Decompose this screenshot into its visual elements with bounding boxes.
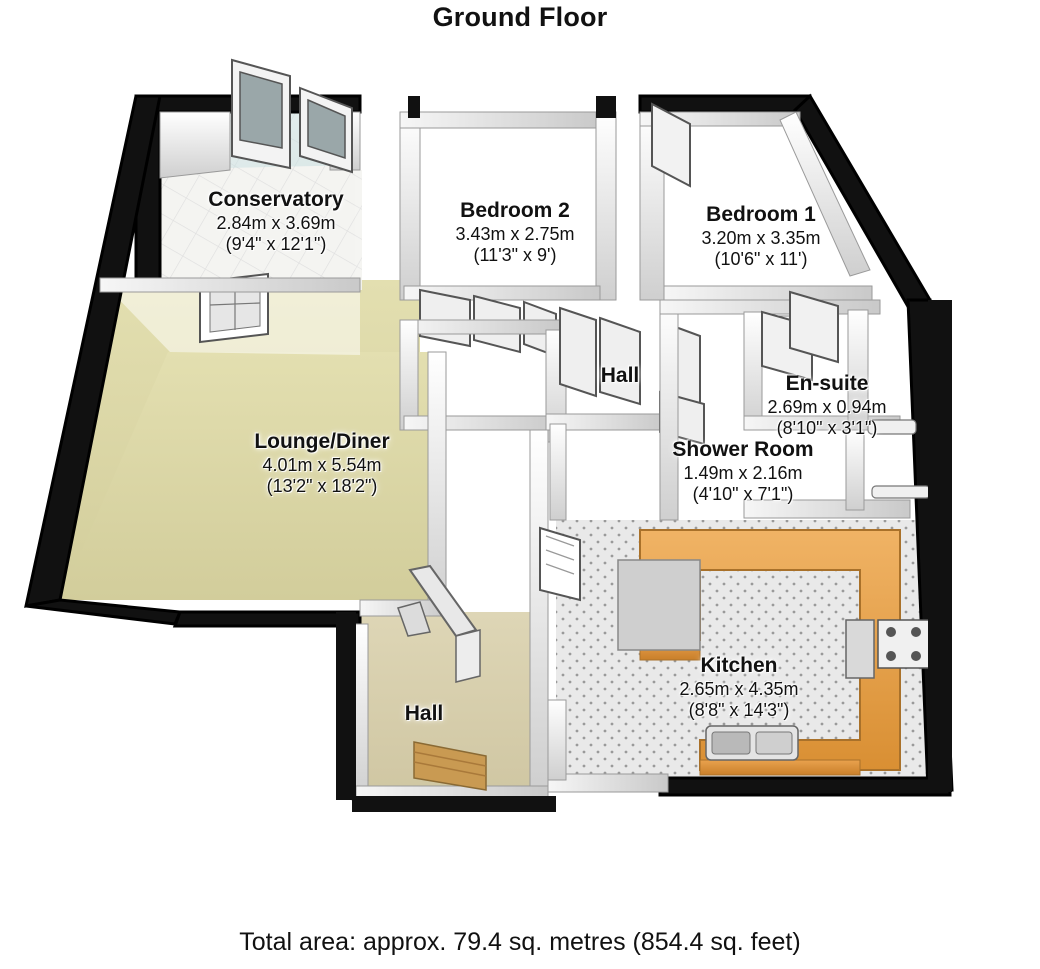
room-dim-metric: 2.69m x 0.94m (767, 396, 887, 417)
room-name: Hall (404, 702, 444, 725)
room-name: En-suite (785, 372, 869, 395)
room-dim-metric: 3.20m x 3.35m (701, 227, 821, 248)
room-dim-metric: 3.43m x 2.75m (455, 223, 575, 244)
room-dim-metric: 2.65m x 4.35m (679, 678, 799, 699)
kitchen-window (540, 528, 580, 600)
room-name: Kitchen (700, 654, 778, 677)
room-dim-imperial: (11'3" x 9') (473, 245, 557, 265)
room-dim-imperial: (8'10" x 3'1") (776, 418, 878, 438)
room-dim-metric: 1.49m x 2.16m (683, 462, 803, 483)
room-name: Lounge/Diner (254, 430, 390, 453)
room-dim-imperial: (8'8" x 14'3") (688, 700, 790, 720)
room-name: Bedroom 2 (460, 199, 570, 222)
page-title: Ground Floor (432, 2, 608, 32)
kitchen-appliance (618, 560, 700, 650)
room-name: Bedroom 1 (706, 203, 816, 226)
ensuite-basin (868, 420, 916, 434)
room-dim-metric: 4.01m x 5.54m (262, 454, 382, 475)
room-name: Hall (600, 364, 640, 387)
room-dim-imperial: (10'6" x 11') (714, 249, 808, 269)
room-dim-imperial: (9'4" x 12'1") (225, 234, 327, 254)
total-area-caption: Total area: approx. 79.4 sq. metres (854.4 sq. feet) (239, 928, 801, 956)
room-dim-metric: 2.84m x 3.69m (216, 212, 336, 233)
kitchen-oven (846, 620, 874, 678)
kitchen-sink (706, 726, 798, 760)
kitchen-hob (878, 620, 930, 668)
room-dim-imperial: (13'2" x 18'2") (266, 476, 378, 496)
room-name: Shower Room (672, 438, 814, 461)
room-name: Conservatory (208, 188, 344, 211)
room-dim-imperial: (4'10" x 7'1") (692, 484, 794, 504)
ensuite-bath-edge (872, 486, 930, 498)
